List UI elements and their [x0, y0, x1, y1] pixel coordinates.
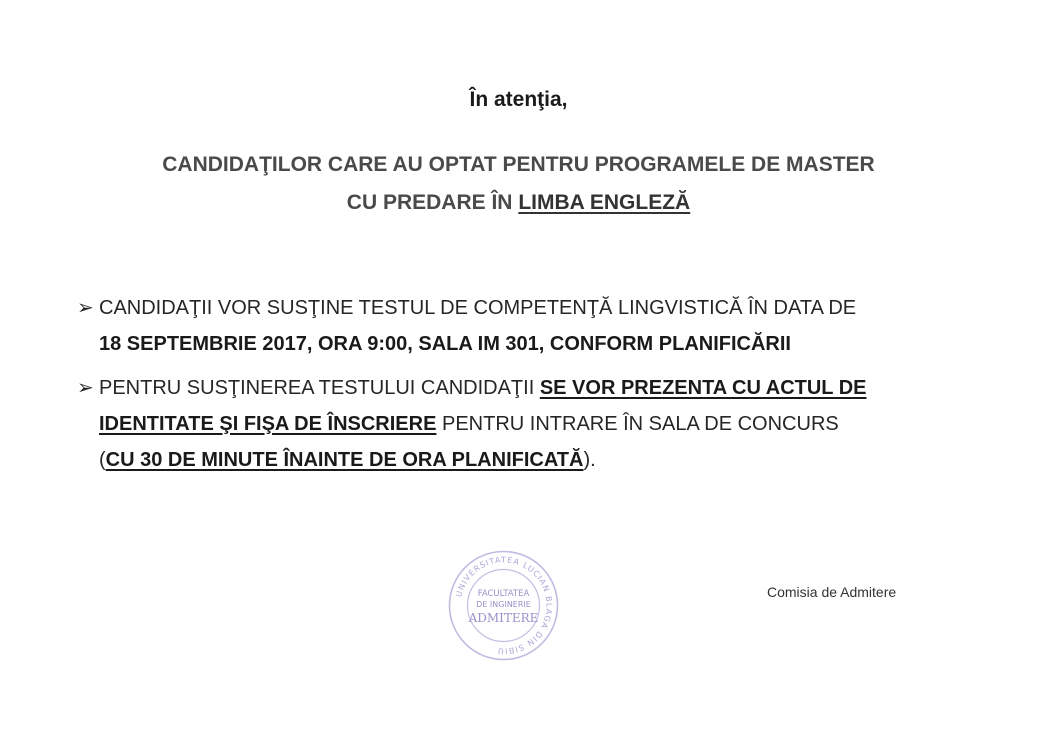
notice-heading: [0, 146, 1037, 222]
list-item: [77, 370, 911, 478]
item-2-line-2-suffix: PENTRU INTRARE ÎN SALA DE CONCURS: [436, 413, 839, 435]
salutation: În atenţia,: [469, 88, 568, 111]
paren-close: ).: [583, 449, 596, 471]
item-2-requirement-part-1: SE VOR PREZENTA CU ACTUL DE: [539, 377, 867, 399]
item-2-line-1-prefix: PENTRU SUSŢINEREA TESTULUI CANDIDAŢII: [99, 377, 540, 399]
signature-committee: Comisia de Admitere: [767, 584, 897, 600]
stamp-ring-text: UNIVERSITATEA LUCIAN BLAGA DIN SIBIU: [454, 555, 554, 656]
list-item-text: [77, 290, 911, 362]
paren-open: (: [99, 449, 106, 471]
item-2-requirement-part-2: IDENTITATE ŞI FIŞA DE ÎNSCRIERE: [99, 413, 437, 435]
item-2-line-3: [99, 442, 911, 478]
item-1-line-1: CANDIDAŢII VOR SUSŢINE TESTUL DE COMPETENŢĂ LINGVISTICĂ ÎN DATA DE: [99, 297, 857, 319]
heading-language-underlined: LIMBA ENGLEZĂ: [518, 191, 691, 214]
faculty-stamp: [446, 548, 561, 663]
item-2-line-2: [99, 406, 911, 442]
item-2-line-1: [99, 370, 911, 406]
list-item: [77, 290, 911, 362]
arrow-bullet-icon: ➢: [77, 377, 94, 399]
heading-line-1: CANDIDAŢILOR CARE AU OPTAT PENTRU PROGRAMELE DE MASTER: [162, 153, 875, 176]
heading-line-2: [0, 184, 1037, 222]
item-1-schedule: 18 SEPTEMBRIE 2017, ORA 9:00, SALA IM 301, CONFORM PLANIFICĂRII: [99, 333, 791, 355]
stamp-seal-icon: [446, 548, 561, 663]
stamp-center-line-2: DE INGINERIE: [476, 600, 531, 609]
instructions-list: [77, 290, 911, 486]
item-2-arrival-time: CU 30 DE MINUTE ÎNAINTE DE ORA PLANIFICATĂ: [105, 449, 584, 471]
stamp-center-line-1: FACULTATEA: [477, 589, 530, 599]
stamp-center-line-3: ADMITERE: [468, 611, 539, 625]
list-item-text: [77, 370, 911, 478]
heading-line-2-prefix: CU PREDARE ÎN: [346, 191, 519, 214]
arrow-bullet-icon: ➢: [77, 297, 94, 319]
